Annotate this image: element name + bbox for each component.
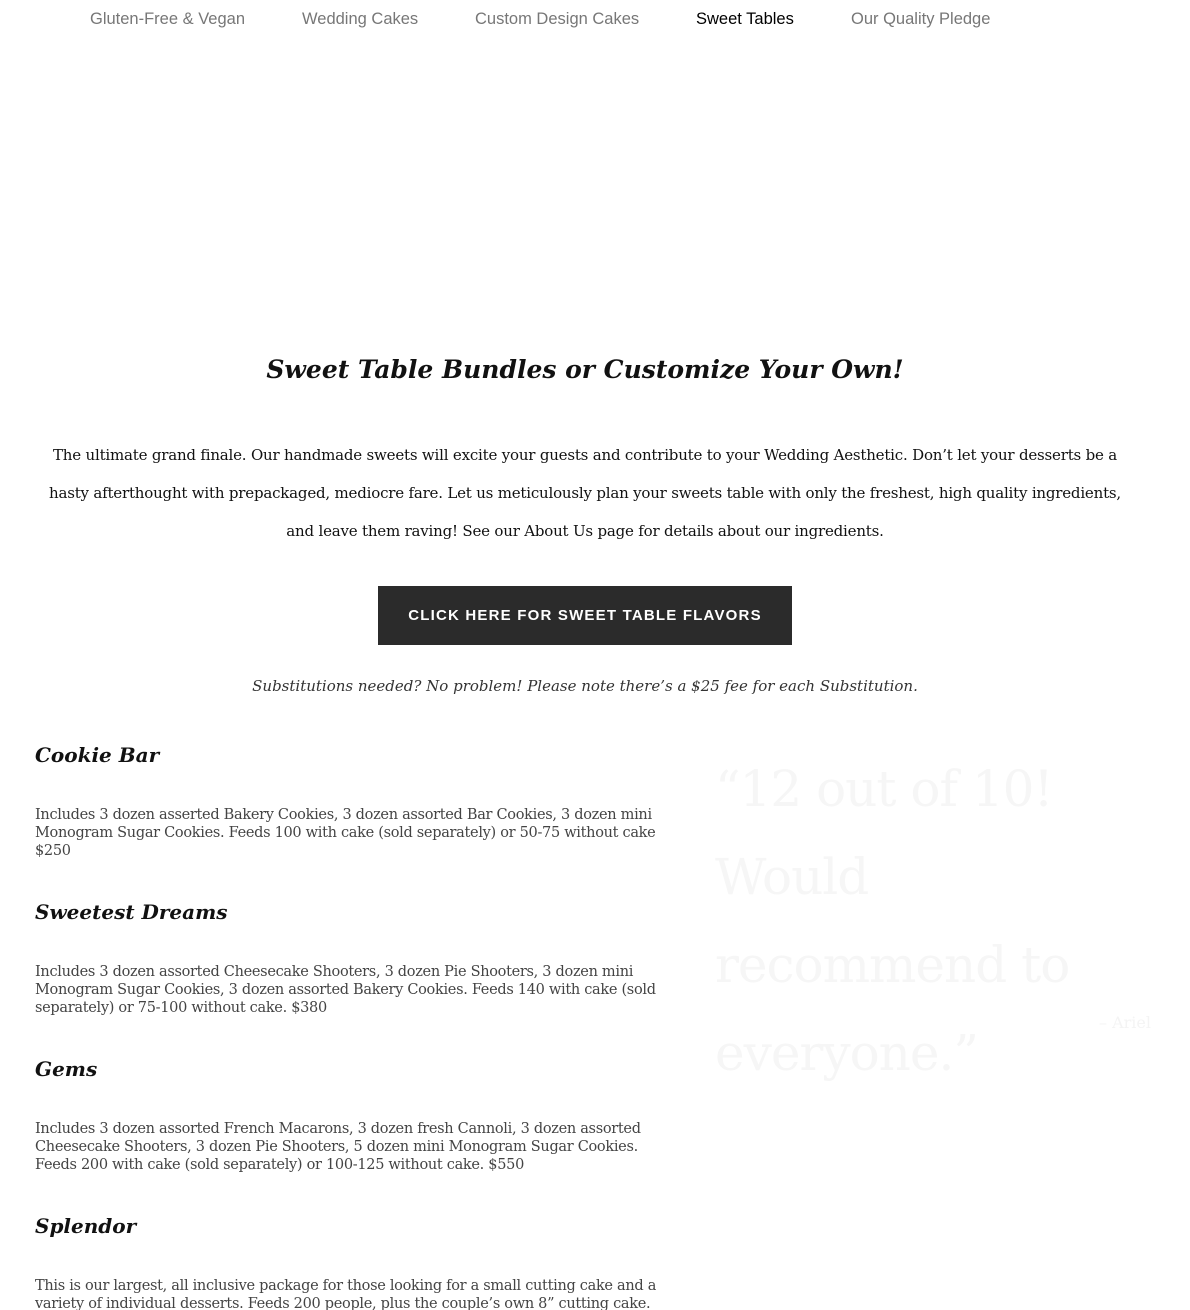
nav-item-gluten-free-vegan[interactable]: Gluten-Free & Vegan [90, 10, 246, 28]
intro-paragraph: The ultimate grand finale. Our handmade sweets will excite your guests and contribute to your Wedding Aesthetic. Don’t let your desserts be a hasty afterthought with prepackaged, mediocre fare. Let us meticulously plan your sweets table with only the freshest, high quality ingredients, and leave them raving! See our About Us page for details about our ingredients. [49, 446, 1121, 540]
page-title: Sweet Table Bundles or Customize Your Own! [266, 355, 904, 384]
testimonial-author: – Ariel [1099, 1013, 1151, 1032]
package-cookie-bar [35, 735, 665, 892]
substitution-note: Substitutions needed? No problem! Please note there’s a $25 fee for each Substitution. [252, 677, 918, 695]
package-title: Gems [35, 1057, 98, 1081]
nav-item-our-quality-pledge[interactable]: Our Quality Pledge [851, 10, 991, 28]
package-gems [35, 1049, 665, 1206]
packages-list [35, 735, 665, 1310]
package-description: Includes 3 dozen asserted Bakery Cookies, 3 dozen assorted Bar Cookies, 3 dozen mini Monogram Sugar Cookies. Feeds 100 with cake (sold separately) or 50-75 without cake $250 [35, 807, 656, 859]
sweet-table-flavors-button[interactable]: CLICK HERE FOR SWEET TABLE FLAVORS [378, 586, 792, 645]
nav-item-wedding-cakes[interactable]: Wedding Cakes [302, 10, 419, 28]
package-description: Includes 3 dozen assorted Cheesecake Shooters, 3 dozen Pie Shooters, 3 dozen mini Monogram Sugar Cookies, 3 dozen assorted Bakery Cookies. Feeds 140 with cake (sold separately) or 75-100 without cake. $380 [35, 964, 656, 1016]
package-title: Splendor [35, 1214, 137, 1238]
testimonial-quote: “12 out of 10! Would recommend to everyone.” [715, 760, 1070, 1082]
nav-item-sweet-tables[interactable]: Sweet Tables [696, 10, 794, 28]
package-title: Sweetest Dreams [35, 900, 228, 924]
hero-blank-area [0, 40, 1190, 330]
package-title: Cookie Bar [35, 743, 160, 767]
package-description: This is our largest, all inclusive package for those looking for a small cutting cake and a variety of individual desserts. Feeds 200 people, plus the couple’s own 8” cutting cake. [35, 1278, 657, 1310]
package-description: Includes 3 dozen assorted French Macarons, 3 dozen fresh Cannoli, 3 dozen assorted Cheesecake Shooters, 3 dozen Pie Shooters, 5 dozen mini Monogram Sugar Cookies. Feeds 200 with cake (sold separately) or 100-125 without cake. $550 [35, 1121, 641, 1173]
testimonial [715, 745, 1165, 1097]
package-splendor [35, 1206, 665, 1310]
nav-item-custom-design-cakes[interactable]: Custom Design Cakes [475, 10, 640, 28]
package-sweetest-dreams [35, 892, 665, 1049]
main-nav [0, 0, 1190, 40]
